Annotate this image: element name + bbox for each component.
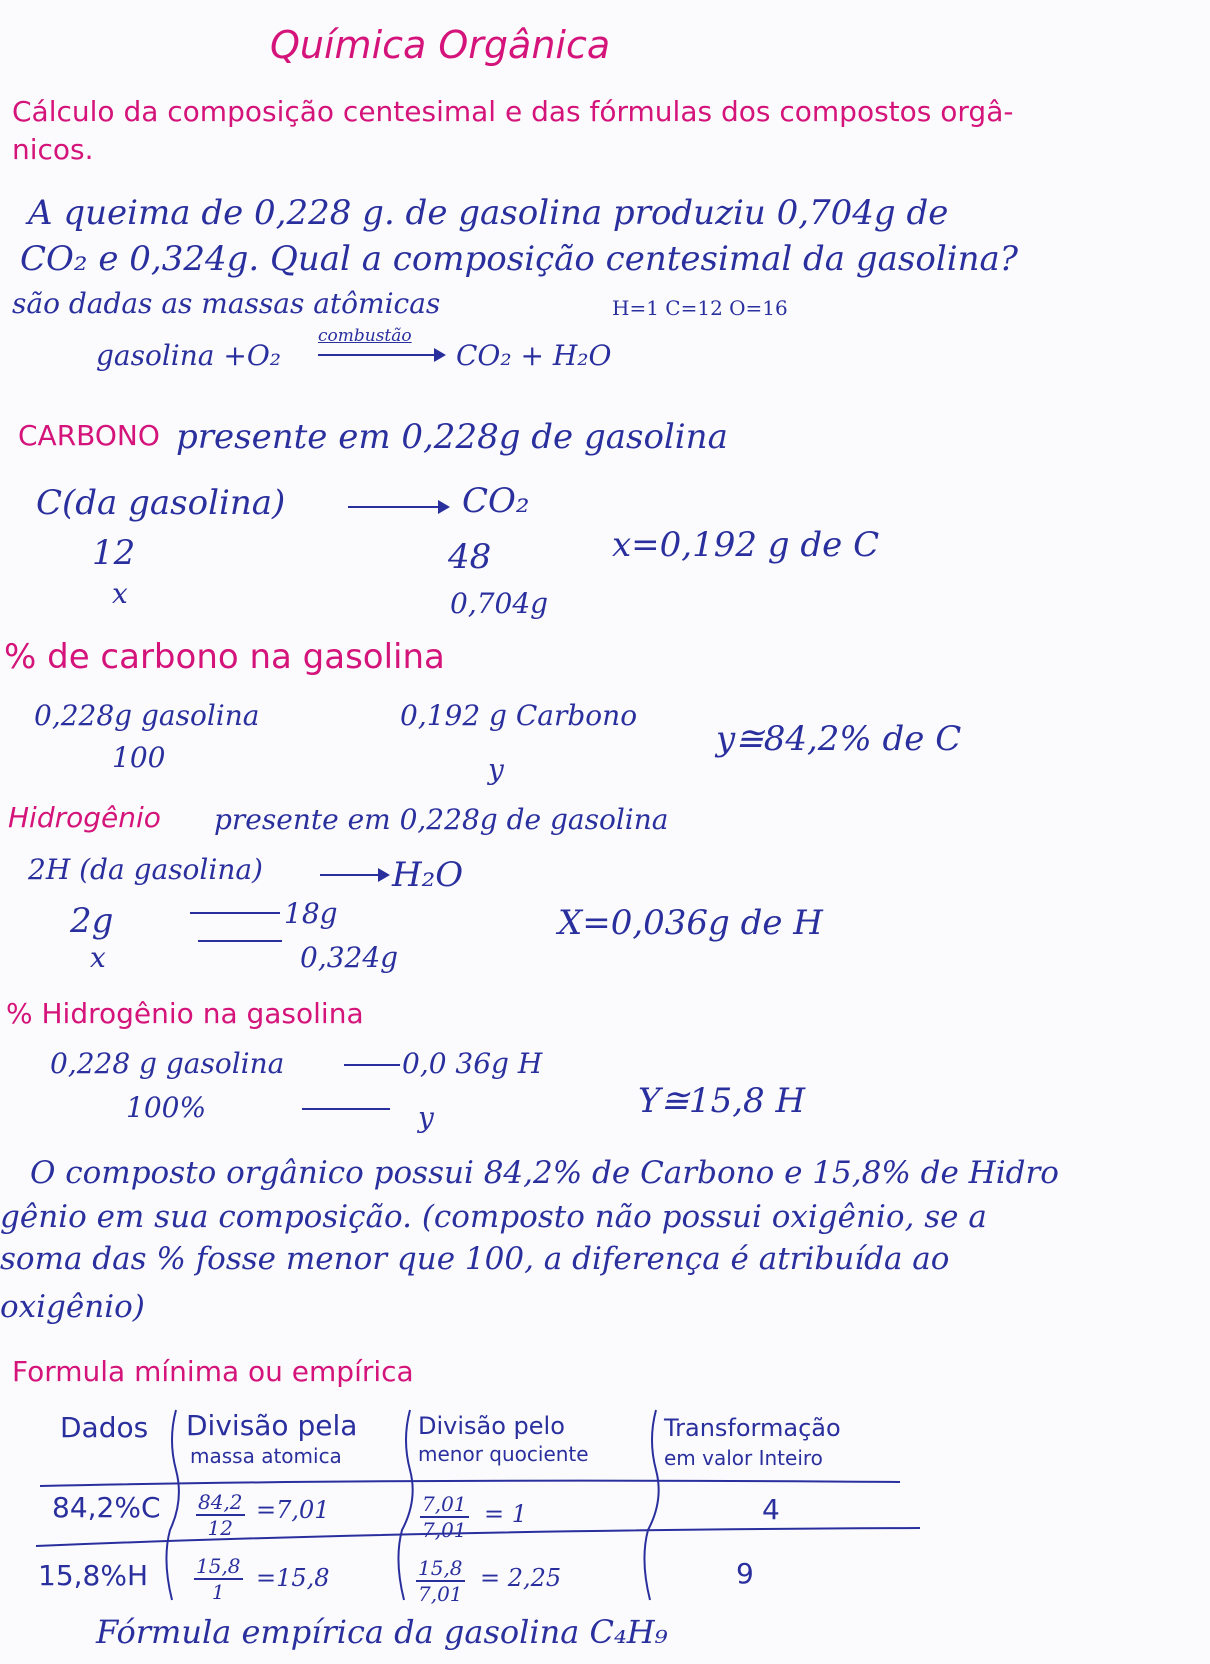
hydrogen-heading-label: Hidrogênio bbox=[8, 801, 161, 834]
hydrogen-equation-right: H₂O bbox=[392, 855, 464, 895]
table-header-dados: Dados bbox=[60, 1411, 149, 1444]
carbon-heading-text: presente em 0,228g de gasolina bbox=[176, 417, 728, 457]
hydrogen-percent-a: 0,228 g gasolina bbox=[50, 1047, 285, 1080]
carbon-ratio-48: 48 bbox=[448, 537, 492, 577]
problem-line-3: são dadas as massas atômicas bbox=[12, 287, 441, 320]
section-heading-line-2: nicos. bbox=[12, 133, 94, 166]
hydrogen-percent-result: Y≅15,8 H bbox=[638, 1081, 806, 1121]
carbon-equation-left: C(da gasolina) bbox=[36, 483, 286, 523]
table-row-1-num-2: 7,01 bbox=[422, 1492, 467, 1516]
section-heading-line-1: Cálculo da composição centesimal e das fórmulas dos compostos orgâ- bbox=[12, 95, 1014, 128]
hydrogen-percent-heading: % Hidrogênio na gasolina bbox=[6, 997, 364, 1030]
hydrogen-ratio-x: x bbox=[90, 941, 106, 974]
table-header-divisao-massa-l1: Divisão pela bbox=[186, 1409, 358, 1442]
carbon-heading-label: CARBONO bbox=[18, 419, 160, 452]
table-header-divisao-quociente-l2: menor quociente bbox=[418, 1442, 589, 1466]
conclusion-line-3: soma das % fosse menor que 100, a diferença é atribuída ao bbox=[0, 1241, 950, 1277]
hydrogen-equation-left: 2H (da gasolina) bbox=[28, 853, 263, 886]
hydrogen-ratio-0324g: 0,324g bbox=[300, 941, 399, 974]
table-row-1-num-1: 84,2 bbox=[198, 1490, 243, 1514]
atomic-masses: H=1 C=12 O=16 bbox=[612, 296, 788, 320]
problem-line-2: CO₂ e 0,324g. Qual a composição centesimal da gasolina? bbox=[20, 239, 1018, 279]
table-row-1-result-1: =7,01 bbox=[256, 1496, 330, 1524]
table-row-2-result-2: = 2,25 bbox=[480, 1564, 562, 1592]
table-row-1-integer: 4 bbox=[762, 1493, 780, 1526]
page-title: Química Orgânica bbox=[270, 23, 611, 67]
carbon-percent-100: 100 bbox=[112, 741, 166, 774]
reaction-arrow-label: combustão bbox=[318, 326, 412, 346]
carbon-ratio-12: 12 bbox=[92, 533, 136, 573]
hydrogen-heading-text: presente em 0,228g de gasolina bbox=[214, 803, 669, 836]
table-row-1-dado: 84,2%C bbox=[52, 1491, 161, 1524]
table-header-divisao-massa-l2: massa atomica bbox=[190, 1444, 342, 1468]
table-row-2-fraction-1 bbox=[194, 1554, 243, 1604]
table-row-2-num-1: 15,8 bbox=[196, 1554, 241, 1578]
table-row-2-den-1: 1 bbox=[211, 1580, 225, 1604]
table-row-1-fraction-1 bbox=[196, 1490, 245, 1540]
carbon-percent-b: 0,192 g Carbono bbox=[400, 699, 638, 732]
reaction-products: CO₂ + H₂O bbox=[456, 339, 612, 372]
table-header-divisao-quociente-l1: Divisão pelo bbox=[418, 1412, 565, 1440]
table-row-2-integer: 9 bbox=[736, 1557, 754, 1590]
table-header-transformacao-l2: em valor Inteiro bbox=[664, 1446, 823, 1470]
hydrogen-result: X=0,036g de H bbox=[558, 903, 823, 943]
conclusion-line-4: oxigênio) bbox=[0, 1289, 145, 1325]
table-row-2-den-2: 7,01 bbox=[418, 1582, 463, 1606]
reaction-reactants: gasolina +O₂ bbox=[96, 339, 282, 372]
table-row-1-den-2: 7,01 bbox=[422, 1518, 467, 1542]
table-row-2-fraction-2 bbox=[416, 1556, 465, 1606]
hydrogen-percent-b: 0,0 36g H bbox=[402, 1047, 543, 1080]
hydrogen-ratio-2g: 2g bbox=[70, 901, 114, 941]
carbon-percent-y: y bbox=[488, 753, 504, 786]
conclusion-line-2: gênio em sua composição. (composto não possui oxigênio, se a bbox=[0, 1199, 987, 1235]
table-row-1-fraction-2 bbox=[420, 1492, 469, 1542]
carbon-result: x=0,192 g de C bbox=[612, 525, 880, 565]
table-row-1-result-2: = 1 bbox=[484, 1500, 528, 1528]
table-row-2-result-1: =15,8 bbox=[256, 1564, 330, 1592]
conclusion-line-1: O composto orgânico possui 84,2% de Carbono e 15,8% de Hidro bbox=[30, 1155, 1059, 1191]
table-header-transformacao-l1: Transformação bbox=[664, 1414, 841, 1442]
carbon-ratio-0704: 0,704g bbox=[450, 587, 549, 620]
carbon-equation-right: CO₂ bbox=[462, 481, 530, 521]
carbon-ratio-x: x bbox=[112, 577, 128, 610]
hydrogen-percent-100: 100% bbox=[126, 1091, 207, 1124]
carbon-percent-a: 0,228g gasolina bbox=[34, 699, 260, 732]
empirical-formula-result: Fórmula empírica da gasolina C₄H₉ bbox=[96, 1613, 668, 1651]
hydrogen-ratio-18g: 18g bbox=[284, 897, 338, 930]
carbon-percent-result: y≅84,2% de C bbox=[716, 719, 962, 759]
table-row-2-num-2: 15,8 bbox=[418, 1556, 463, 1580]
hydrogen-percent-y: y bbox=[418, 1101, 434, 1134]
table-row-1-den-1: 12 bbox=[207, 1516, 233, 1540]
problem-line-1: A queima de 0,228 g. de gasolina produziu 0,704g de bbox=[28, 193, 949, 233]
table-row-2-dado: 15,8%H bbox=[38, 1559, 149, 1592]
carbon-percent-heading: % de carbono na gasolina bbox=[4, 637, 445, 677]
empirical-heading: Formula mínima ou empírica bbox=[12, 1355, 414, 1388]
